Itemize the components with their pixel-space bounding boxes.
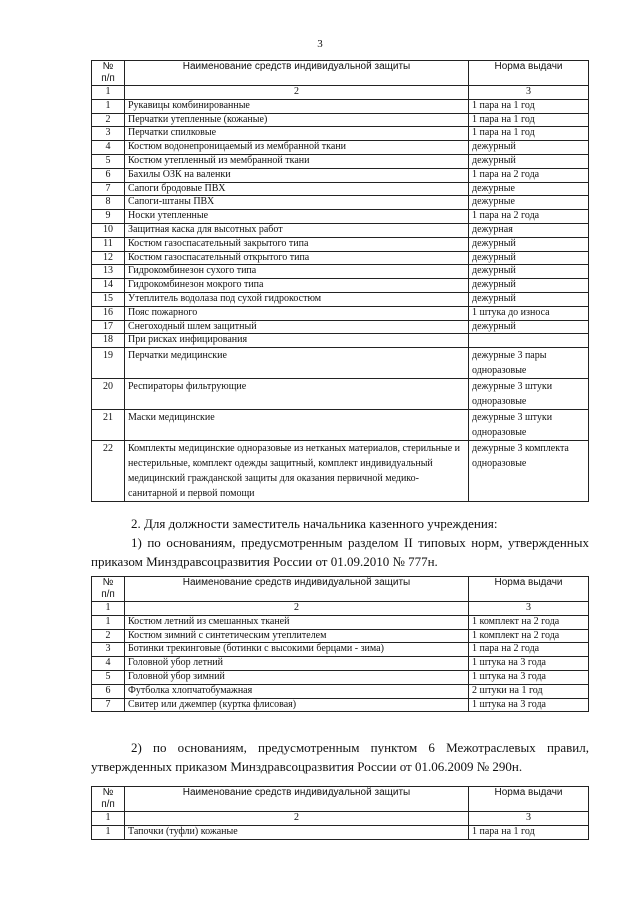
table-row bbox=[92, 99, 589, 113]
item-name: Головной убор летний bbox=[125, 657, 469, 671]
issue-norm: 1 комплект на 2 года bbox=[469, 629, 589, 643]
header-norm: Норма выдачи bbox=[469, 577, 589, 602]
row-number: 4 bbox=[92, 141, 125, 155]
issue-norm: 2 штуки на 1 год bbox=[469, 684, 589, 698]
column-number: 2 bbox=[125, 86, 469, 100]
row-number: 6 bbox=[92, 168, 125, 182]
issue-norm: дежурные 3 штуки одноразовые bbox=[469, 379, 589, 410]
table-row bbox=[92, 615, 589, 629]
row-number: 1 bbox=[92, 615, 125, 629]
column-number: 1 bbox=[92, 602, 125, 616]
item-name: Костюм утепленный из мембранной ткани bbox=[125, 154, 469, 168]
paragraph-2: 2) по основаниям, предусмотренным пунктом 6 Межотраслевых правил, утвержденных приказом Минздравсоцразвития России от 01.06.2009 № 290н. bbox=[91, 740, 589, 774]
row-number: 9 bbox=[92, 210, 125, 224]
table-row bbox=[92, 237, 589, 251]
item-name: Тапочки (туфли) кожаные bbox=[125, 825, 469, 839]
header-row bbox=[92, 61, 589, 86]
item-name: Костюм газоспасательный открытого типа bbox=[125, 251, 469, 265]
item-name: Костюм водонепроницаемый из мембранной ткани bbox=[125, 141, 469, 155]
row-number: 7 bbox=[92, 698, 125, 712]
row-number: 16 bbox=[92, 306, 125, 320]
issue-norm: дежурные bbox=[469, 196, 589, 210]
issue-norm: 1 пара на 2 года bbox=[469, 210, 589, 224]
header-name: Наименование средств индивидуальной защиты bbox=[125, 787, 469, 812]
table-row bbox=[92, 629, 589, 643]
table-row bbox=[92, 643, 589, 657]
table-row bbox=[92, 825, 589, 839]
issue-norm: 1 штука на 3 года bbox=[469, 657, 589, 671]
issue-norm: 1 штука на 3 года bbox=[469, 670, 589, 684]
row-number: 2 bbox=[92, 629, 125, 643]
row-number: 2 bbox=[92, 113, 125, 127]
header-row bbox=[92, 577, 589, 602]
header-norm: Норма выдачи bbox=[469, 61, 589, 86]
item-name: Перчатки медицинские bbox=[125, 348, 469, 379]
table-row bbox=[92, 320, 589, 334]
row-number: 20 bbox=[92, 379, 125, 410]
paragraph-1: 1) по основаниям, предусмотренным разделом II типовых норм, утвержденных приказом Минздравсоцразвития России от 01.09.2010 № 777н. bbox=[91, 535, 589, 569]
item-name: Головной убор зимний bbox=[125, 670, 469, 684]
issue-norm: 1 пара на 1 год bbox=[469, 127, 589, 141]
column-number-row bbox=[92, 86, 589, 100]
row-number: 11 bbox=[92, 237, 125, 251]
table-row bbox=[92, 306, 589, 320]
column-number: 2 bbox=[125, 602, 469, 616]
item-name: Перчатки спилковые bbox=[125, 127, 469, 141]
item-name: Носки утепленные bbox=[125, 210, 469, 224]
column-number: 1 bbox=[92, 86, 125, 100]
item-name: Защитная каска для высотных работ bbox=[125, 223, 469, 237]
issue-norm: дежурная bbox=[469, 223, 589, 237]
issue-norm: 1 пара на 2 года bbox=[469, 168, 589, 182]
table-row bbox=[92, 657, 589, 671]
table-row bbox=[92, 279, 589, 293]
item-name: Респираторы фильтрующие bbox=[125, 379, 469, 410]
item-name: Ботинки трекинговые (ботинки с высокими берцами - зима) bbox=[125, 643, 469, 657]
row-number: 12 bbox=[92, 251, 125, 265]
issue-norm: дежурные bbox=[469, 182, 589, 196]
table-row bbox=[92, 379, 589, 410]
issue-norm bbox=[469, 334, 589, 348]
item-name: Пояс пожарного bbox=[125, 306, 469, 320]
table-row bbox=[92, 210, 589, 224]
table-row bbox=[92, 127, 589, 141]
issue-norm: дежурный bbox=[469, 292, 589, 306]
header-number: № п/п bbox=[92, 61, 125, 86]
issue-norm: дежурные 3 штуки одноразовые bbox=[469, 410, 589, 441]
item-name: Гидрокомбинезон сухого типа bbox=[125, 265, 469, 279]
item-name: Сапоги-штаны ПВХ bbox=[125, 196, 469, 210]
table-row bbox=[92, 182, 589, 196]
issue-norm: 1 пара на 2 года bbox=[469, 643, 589, 657]
column-number: 2 bbox=[125, 812, 469, 826]
issue-norm: дежурный bbox=[469, 251, 589, 265]
issue-norm: дежурный bbox=[469, 320, 589, 334]
row-number: 18 bbox=[92, 334, 125, 348]
table-row bbox=[92, 141, 589, 155]
table-row bbox=[92, 441, 589, 502]
row-number: 1 bbox=[92, 825, 125, 839]
table-row bbox=[92, 684, 589, 698]
page-number: 3 bbox=[317, 38, 323, 50]
column-number: 3 bbox=[469, 86, 589, 100]
header-name: Наименование средств индивидуальной защиты bbox=[125, 61, 469, 86]
row-number: 5 bbox=[92, 154, 125, 168]
item-name: Сапоги бродовые ПВХ bbox=[125, 182, 469, 196]
table-row bbox=[92, 223, 589, 237]
table-row bbox=[92, 251, 589, 265]
table-row bbox=[92, 168, 589, 182]
row-number: 5 bbox=[92, 670, 125, 684]
issue-norm: дежурные 3 комплекта одноразовые bbox=[469, 441, 589, 502]
row-number: 19 bbox=[92, 348, 125, 379]
table-row bbox=[92, 113, 589, 127]
column-number: 1 bbox=[92, 812, 125, 826]
issue-norm: 1 комплект на 2 года bbox=[469, 615, 589, 629]
column-number: 3 bbox=[469, 602, 589, 616]
row-number: 22 bbox=[92, 441, 125, 502]
item-name: Рукавицы комбинированные bbox=[125, 99, 469, 113]
header-number: № п/п bbox=[92, 577, 125, 602]
row-number: 21 bbox=[92, 410, 125, 441]
column-number-row bbox=[92, 602, 589, 616]
column-number-row bbox=[92, 812, 589, 826]
table-row bbox=[92, 154, 589, 168]
issue-norm: дежурный bbox=[469, 141, 589, 155]
header-number: № п/п bbox=[92, 787, 125, 812]
item-name: Маски медицинские bbox=[125, 410, 469, 441]
issue-norm: 1 штука до износа bbox=[469, 306, 589, 320]
issue-norm: 1 пара на 1 год bbox=[469, 113, 589, 127]
row-number: 6 bbox=[92, 684, 125, 698]
item-name: Костюм летний из смешанных тканей bbox=[125, 615, 469, 629]
table-row bbox=[92, 196, 589, 210]
item-name: Костюм зимний с синтетическим утеплителем bbox=[125, 629, 469, 643]
issue-norm: дежурный bbox=[469, 237, 589, 251]
row-number: 10 bbox=[92, 223, 125, 237]
item-name: При рисках инфицирования bbox=[125, 334, 469, 348]
ppe-table-3 bbox=[91, 786, 589, 840]
issue-norm: дежурные 3 пары одноразовые bbox=[469, 348, 589, 379]
column-number: 3 bbox=[469, 812, 589, 826]
issue-norm: 1 штука на 3 года bbox=[469, 698, 589, 712]
item-name: Утеплитель водолаза под сухой гидрокостюм bbox=[125, 292, 469, 306]
row-number: 15 bbox=[92, 292, 125, 306]
row-number: 14 bbox=[92, 279, 125, 293]
header-row bbox=[92, 787, 589, 812]
row-number: 17 bbox=[92, 320, 125, 334]
item-name: Снегоходный шлем защитный bbox=[125, 320, 469, 334]
header-norm: Норма выдачи bbox=[469, 787, 589, 812]
table-row bbox=[92, 670, 589, 684]
table-row bbox=[92, 292, 589, 306]
row-number: 13 bbox=[92, 265, 125, 279]
issue-norm: дежурный bbox=[469, 279, 589, 293]
row-number: 3 bbox=[92, 127, 125, 141]
issue-norm: дежурный bbox=[469, 265, 589, 279]
item-name: Костюм газоспасательный закрытого типа bbox=[125, 237, 469, 251]
issue-norm: дежурный bbox=[469, 154, 589, 168]
issue-norm: 1 пара на 1 год bbox=[469, 99, 589, 113]
row-number: 4 bbox=[92, 657, 125, 671]
header-name: Наименование средств индивидуальной защиты bbox=[125, 577, 469, 602]
section-2-heading: 2. Для должности заместитель начальника казенного учреждения: bbox=[131, 516, 498, 531]
row-number: 1 bbox=[92, 99, 125, 113]
row-number: 3 bbox=[92, 643, 125, 657]
ppe-table-2 bbox=[91, 576, 589, 712]
row-number: 7 bbox=[92, 182, 125, 196]
row-number: 8 bbox=[92, 196, 125, 210]
table-row bbox=[92, 265, 589, 279]
item-name: Комплекты медицинские одноразовые из нетканых материалов, стерильные и нестерильные, комплект одежды защитный, комплект индивидуальный медицинский гражданской защиты для оказания первичной медико-санитарной и первой помощи bbox=[125, 441, 469, 502]
item-name: Свитер или джемпер (куртка флисовая) bbox=[125, 698, 469, 712]
table-row bbox=[92, 698, 589, 712]
table-row bbox=[92, 348, 589, 379]
item-name: Гидрокомбинезон мокрого типа bbox=[125, 279, 469, 293]
item-name: Бахилы ОЗК на валенки bbox=[125, 168, 469, 182]
table-row bbox=[92, 334, 589, 348]
item-name: Футболка хлопчатобумажная bbox=[125, 684, 469, 698]
issue-norm: 1 пара на 1 год bbox=[469, 825, 589, 839]
table-row bbox=[92, 410, 589, 441]
item-name: Перчатки утепленные (кожаные) bbox=[125, 113, 469, 127]
ppe-table-1 bbox=[91, 60, 589, 502]
